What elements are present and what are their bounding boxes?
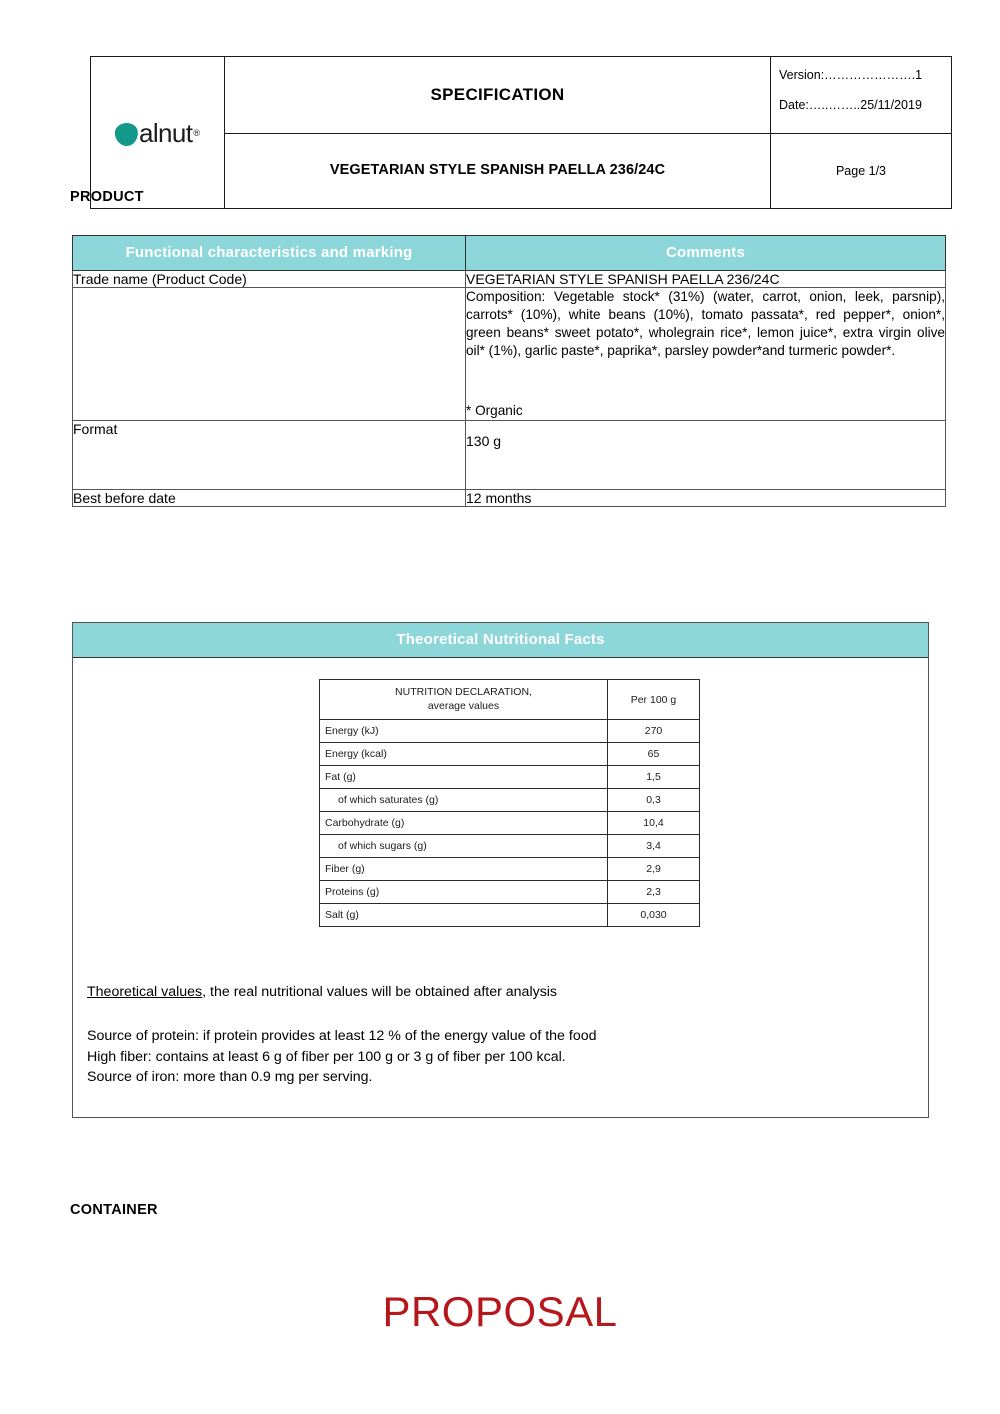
nutrition-header-row (320, 680, 700, 720)
product-characteristics-table (72, 235, 946, 507)
composition-text: Composition: Vegetable stock* (31%) (water, carrot, onion, leek, parsnip), carrots* (10%), white beans (10%), tomato passata*, red pepper*, onion*, green beans* sweet potato*, wholegrain rice*, lemon juice*, extra virgin olive oil* (1%), garlic paste*, paprika*, parsley powder*and turmeric powder*. (466, 289, 945, 358)
row-value-composition (466, 288, 946, 421)
header-product-title-cell (225, 134, 771, 209)
nutrition-row (320, 812, 700, 835)
spec-title: SPECIFICATION (430, 85, 565, 104)
nutrition-header-per100g: Per 100 g (608, 680, 700, 720)
nutrition-label-energy-kj: Energy (kJ) (320, 720, 608, 743)
document-header-table (90, 56, 952, 209)
table-row (73, 489, 946, 506)
nutrition-row (320, 743, 700, 766)
nutrition-label-proteins: Proteins (g) (320, 881, 608, 904)
nutrition-header-line1: NUTRITION DECLARATION, (395, 686, 532, 698)
nutrition-row (320, 904, 700, 927)
nutrition-label-saturates: of which saturates (g) (320, 789, 608, 812)
nutrition-row (320, 835, 700, 858)
row-label-format: Format (73, 420, 466, 489)
nutrition-value-salt: 0,030 (608, 904, 700, 927)
section-heading-container: CONTAINER (70, 1202, 158, 1218)
nutrition-row (320, 766, 700, 789)
header-meta-cell (771, 57, 952, 134)
nutrition-label-sugars: of which sugars (g) (320, 835, 608, 858)
registered-trademark-icon: ® (193, 127, 201, 138)
nutrition-header-name (320, 680, 608, 720)
version-line: Version:………………….1 (779, 68, 923, 82)
nutrition-value-fat: 1,5 (608, 766, 700, 789)
table-header-row (73, 236, 946, 271)
page-number: Page 1/3 (835, 163, 887, 178)
nutrition-value-sugars: 3,4 (608, 835, 700, 858)
column-header-characteristics: Functional characteristics and marking (73, 236, 466, 271)
nutrition-label-carbohydrate: Carbohydrate (g) (320, 812, 608, 835)
proposal-watermark: PROPOSAL (382, 1288, 618, 1335)
nutrition-header-line2: average values (427, 700, 500, 713)
claim-source-of-iron: Source of iron: more than 0.9 mg per serving. (87, 1069, 373, 1086)
nutrition-label-energy-kcal: Energy (kcal) (320, 743, 608, 766)
nutrition-value-energy-kj: 270 (608, 720, 700, 743)
row-value-best-before: 12 months (466, 489, 946, 506)
row-value-format: 130 g (466, 420, 946, 489)
claim-source-of-protein: Source of protein: if protein provides at least 12 % of the energy value of the food (87, 1028, 597, 1044)
nutrition-label-salt: Salt (g) (320, 904, 608, 927)
header-spec-title-cell (225, 57, 771, 134)
table-row (73, 420, 946, 489)
nutrition-value-carbohydrate: 10,4 (608, 812, 700, 835)
nutrition-row (320, 858, 700, 881)
header-meta-block (771, 57, 951, 133)
section-heading-product: PRODUCT (70, 189, 144, 205)
nutrition-label-fiber: Fiber (g) (320, 858, 608, 881)
table-row (73, 271, 946, 288)
product-title: VEGETARIAN STYLE SPANISH PAELLA 236/24C (329, 162, 666, 178)
claim-high-fiber: High fiber: contains at least 6 g of fiber per 100 g or 3 g of fiber per 100 kcal. (87, 1048, 566, 1065)
nutrition-declaration-table (319, 679, 700, 927)
theoretical-values-rest: , the real nutritional values will be obtained after analysis (202, 984, 558, 1000)
nutritional-facts-banner: Theoretical Nutritional Facts (73, 623, 928, 658)
nutrition-value-energy-kcal: 65 (608, 743, 700, 766)
theoretical-values-underlined: Theoretical values (87, 984, 203, 1000)
nutrition-row (320, 789, 700, 812)
nutrition-value-proteins: 2,3 (608, 881, 700, 904)
leaf-icon (114, 122, 139, 147)
table-row (73, 288, 946, 421)
nutrition-value-fiber: 2,9 (608, 858, 700, 881)
nutrition-value-saturates: 0,3 (608, 789, 700, 812)
nutrition-row (320, 720, 700, 743)
organic-footnote: * Organic (466, 402, 523, 418)
nutritional-facts-box (72, 622, 929, 1118)
date-line: Date:…..……..25/11/2019 (779, 97, 922, 112)
row-label-composition (73, 288, 466, 421)
header-logo-cell (91, 57, 225, 209)
row-label-trade-name: Trade name (Product Code) (73, 271, 466, 288)
nutrition-row (320, 881, 700, 904)
row-label-best-before: Best before date (73, 489, 466, 506)
column-header-comments: Comments (466, 236, 946, 271)
nutrition-label-fat: Fat (g) (320, 766, 608, 789)
header-page-cell (771, 134, 952, 209)
theoretical-values-note (87, 985, 557, 999)
nutrition-claims-list (87, 1026, 597, 1088)
alnut-logo (115, 116, 200, 150)
row-value-trade-name: VEGETARIAN STYLE SPANISH PAELLA 236/24C (466, 271, 946, 288)
logo-wordmark: alnut (138, 117, 193, 148)
